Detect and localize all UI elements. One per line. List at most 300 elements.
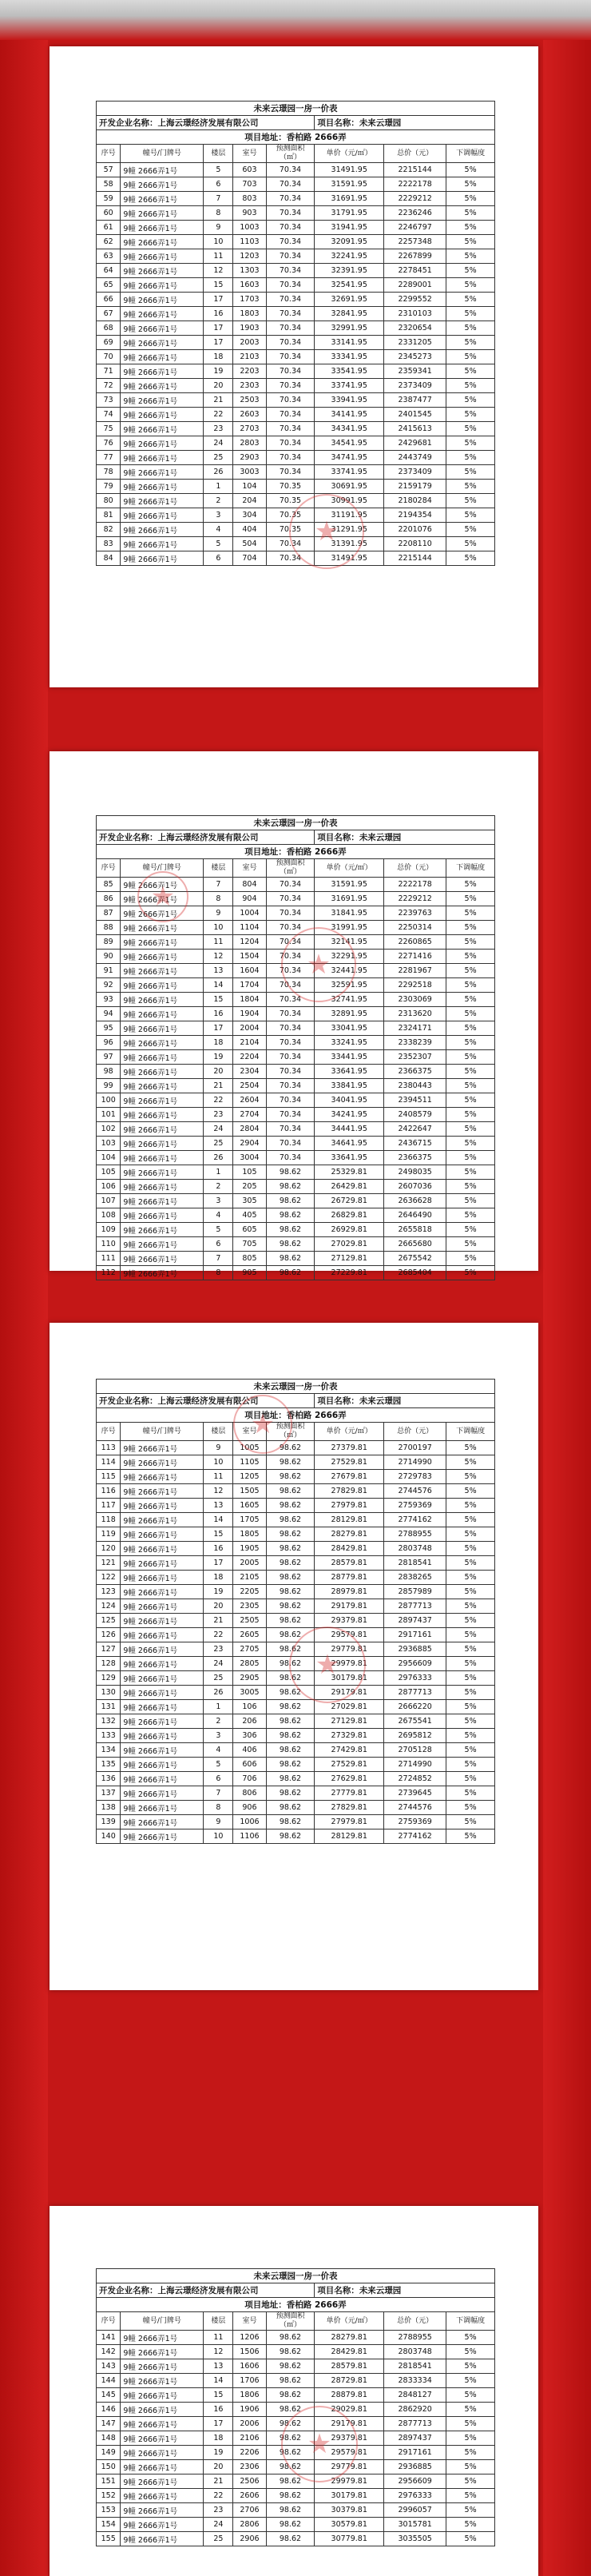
- table-cell: 1004: [233, 906, 266, 921]
- table-cell: 5%: [446, 177, 495, 192]
- table-cell: 27829.81: [315, 1484, 384, 1499]
- table-row: [97, 1671, 495, 1686]
- table-cell: 1103: [233, 235, 266, 249]
- table-cell: 2313620: [384, 1007, 446, 1021]
- column-header: 序号: [97, 1423, 121, 1441]
- table-cell: 2862920: [384, 2403, 446, 2417]
- table-row: [97, 2388, 495, 2403]
- table-cell: 33541.95: [315, 364, 384, 379]
- table-cell: 2505: [233, 1614, 266, 1628]
- table-cell: 58: [97, 177, 121, 192]
- table-cell: 2320654: [384, 321, 446, 336]
- table-cell: 5%: [446, 192, 495, 206]
- table-cell: 5%: [446, 1455, 495, 1470]
- table-cell: 80: [97, 494, 121, 508]
- table-cell: 9幢 2666弄1号: [121, 1093, 204, 1108]
- table-cell: 5%: [446, 1542, 495, 1556]
- price-sheet: [96, 2268, 495, 2546]
- table-cell: 19: [204, 364, 233, 379]
- table-cell: 17: [204, 336, 233, 350]
- table-row: [97, 1700, 495, 1714]
- table-cell: 9幢 2666弄1号: [121, 206, 204, 221]
- table-cell: 29579.81: [315, 1628, 384, 1642]
- table-cell: 806: [233, 1786, 266, 1801]
- table-cell: 9幢 2666弄1号: [121, 2359, 204, 2374]
- table-cell: 70.34: [266, 177, 315, 192]
- table-cell: 9幢 2666弄1号: [121, 1786, 204, 1801]
- table-cell: 67: [97, 307, 121, 321]
- table-cell: 2803748: [384, 1542, 446, 1556]
- table-cell: 26929.81: [315, 1223, 384, 1237]
- address-value: 香柏路 2666弄: [286, 133, 347, 142]
- project-name: 未来云璟园: [359, 118, 402, 128]
- table-cell: 2818541: [384, 1556, 446, 1571]
- table-cell: 126: [97, 1628, 121, 1642]
- table-cell: 98.62: [266, 1165, 315, 1180]
- table-cell: 24: [204, 2518, 233, 2532]
- table-cell: 9幢 2666弄1号: [121, 1021, 204, 1036]
- column-header: 楼层: [204, 2312, 233, 2331]
- table-cell: 1803: [233, 307, 266, 321]
- table-cell: 1806: [233, 2388, 266, 2403]
- table-cell: 9幢 2666弄1号: [121, 1108, 204, 1122]
- table-cell: 114: [97, 1455, 121, 1470]
- table-cell: 2976333: [384, 1671, 446, 1686]
- table-cell: 9幢 2666弄1号: [121, 935, 204, 950]
- table-cell: 2724852: [384, 1772, 446, 1786]
- table-cell: 3: [204, 1194, 233, 1208]
- table-cell: 21: [204, 393, 233, 408]
- table-cell: 101: [97, 1108, 121, 1122]
- table-cell: 32391.95: [315, 264, 384, 278]
- table-cell: 9幢 2666弄1号: [121, 1657, 204, 1671]
- table-cell: 9幢 2666弄1号: [121, 1266, 204, 1280]
- table-cell: 77: [97, 451, 121, 465]
- table-cell: 2236246: [384, 206, 446, 221]
- table-cell: 2848127: [384, 2388, 446, 2403]
- table-row: [97, 465, 495, 480]
- table-cell: 2774162: [384, 1829, 446, 1844]
- table-cell: 2310103: [384, 307, 446, 321]
- table-cell: 2729783: [384, 1470, 446, 1484]
- address-value: 香柏路 2666弄: [286, 2300, 347, 2310]
- table-cell: 99: [97, 1079, 121, 1093]
- table-cell: 2267899: [384, 249, 446, 264]
- table-cell: 27829.81: [315, 1801, 384, 1815]
- table-cell: 28129.81: [315, 1829, 384, 1844]
- table-cell: 12: [204, 2345, 233, 2359]
- table-cell: 98.62: [266, 2431, 315, 2446]
- table-cell: 143: [97, 2359, 121, 2374]
- column-header: 下调幅度: [446, 1423, 495, 1441]
- table-cell: 70.34: [266, 921, 315, 935]
- table-row: [97, 163, 495, 177]
- table-row: [97, 2359, 495, 2374]
- table-cell: 9幢 2666弄1号: [121, 422, 204, 436]
- table-row: [97, 1165, 495, 1180]
- table-cell: 5%: [446, 1108, 495, 1122]
- table-cell: 2201076: [384, 523, 446, 537]
- table-row: [97, 537, 495, 551]
- table-cell: 29979.81: [315, 1657, 384, 1671]
- table-cell: 30179.81: [315, 1671, 384, 1686]
- developer-label: 开发企业名称：: [99, 833, 158, 842]
- table-cell: 33641.95: [315, 1151, 384, 1165]
- table-cell: 2833334: [384, 2374, 446, 2388]
- table-cell: 1003: [233, 221, 266, 235]
- table-cell: 98.62: [266, 2345, 315, 2359]
- table-row: [97, 307, 495, 321]
- table-cell: 59: [97, 192, 121, 206]
- table-row: [97, 1642, 495, 1657]
- table-cell: 104: [233, 480, 266, 494]
- table-cell: 70.34: [266, 264, 315, 278]
- table-cell: 9幢 2666弄1号: [121, 336, 204, 350]
- table-cell: 13: [204, 964, 233, 978]
- table-cell: 31291.95: [315, 523, 384, 537]
- table-cell: 9幢 2666弄1号: [121, 2403, 204, 2417]
- table-cell: 32841.95: [315, 307, 384, 321]
- table-cell: 6: [204, 177, 233, 192]
- table-cell: 142: [97, 2345, 121, 2359]
- sheet-title: 未来云璟园一房一价表: [97, 2269, 495, 2283]
- table-cell: 3005: [233, 1686, 266, 1700]
- table-cell: 70.34: [266, 221, 315, 235]
- table-cell: 2666220: [384, 1700, 446, 1714]
- table-cell: 149: [97, 2446, 121, 2460]
- table-cell: 128: [97, 1657, 121, 1671]
- table-cell: 2222178: [384, 878, 446, 892]
- table-cell: 5%: [446, 393, 495, 408]
- table-cell: 2714990: [384, 1758, 446, 1772]
- table-cell: 5%: [446, 1714, 495, 1729]
- table-cell: 28579.81: [315, 1556, 384, 1571]
- table-cell: 2877713: [384, 1686, 446, 1700]
- table-cell: 9幢 2666弄1号: [121, 1585, 204, 1599]
- table-cell: 2877713: [384, 2417, 446, 2431]
- table-row: [97, 1137, 495, 1151]
- table-cell: 9幢 2666弄1号: [121, 1484, 204, 1499]
- table-cell: 1203: [233, 249, 266, 264]
- table-cell: 19: [204, 1585, 233, 1599]
- table-row: [97, 993, 495, 1007]
- table-cell: 2506: [233, 2474, 266, 2489]
- table-row: [97, 1801, 495, 1815]
- table-row: [97, 978, 495, 993]
- table-cell: 9幢 2666弄1号: [121, 1743, 204, 1758]
- table-cell: 5%: [446, 878, 495, 892]
- table-cell: 2004: [233, 1021, 266, 1036]
- table-cell: 92: [97, 978, 121, 993]
- table-cell: 18: [204, 350, 233, 364]
- table-cell: 5%: [446, 2388, 495, 2403]
- table-cell: 1105: [233, 1455, 266, 1470]
- table-cell: 27329.81: [315, 1729, 384, 1743]
- table-cell: 63: [97, 249, 121, 264]
- table-row: [97, 451, 495, 465]
- table-cell: 2714990: [384, 1455, 446, 1470]
- table-cell: 14: [204, 2374, 233, 2388]
- table-cell: 9幢 2666弄1号: [121, 950, 204, 964]
- table-cell: 2180284: [384, 494, 446, 508]
- table-cell: 105: [97, 1165, 121, 1180]
- table-cell: 2655818: [384, 1223, 446, 1237]
- table-cell: 2205: [233, 1585, 266, 1599]
- price-sheet: [96, 1379, 495, 1844]
- table-row: [97, 206, 495, 221]
- table-cell: 9幢 2666弄1号: [121, 2417, 204, 2431]
- table-cell: 2903: [233, 451, 266, 465]
- table-row: [97, 1151, 495, 1165]
- table-row: [97, 523, 495, 537]
- table-cell: 109: [97, 1223, 121, 1237]
- table-row: [97, 1122, 495, 1137]
- developer-name: 上海云璟经济发展有限公司: [157, 2286, 259, 2295]
- table-cell: 81: [97, 508, 121, 523]
- column-header: 总价（元）: [384, 145, 446, 163]
- address-label: 项目地址：: [244, 847, 287, 857]
- column-header: 幢号/门牌号: [121, 2312, 204, 2331]
- table-cell: 98.62: [266, 1642, 315, 1657]
- developer-name: 上海云璟经济发展有限公司: [157, 118, 259, 128]
- table-cell: 6: [204, 1237, 233, 1252]
- table-cell: 98.62: [266, 2374, 315, 2388]
- column-header: 单价（元/㎡）: [315, 2312, 384, 2331]
- table-cell: 70.34: [266, 436, 315, 451]
- table-cell: 98.62: [266, 1743, 315, 1758]
- table-row: [97, 393, 495, 408]
- table-cell: 2215144: [384, 551, 446, 566]
- table-cell: 9幢 2666弄1号: [121, 1165, 204, 1180]
- table-cell: 9幢 2666弄1号: [121, 1729, 204, 1743]
- table-cell: 27129.81: [315, 1714, 384, 1729]
- project-info: [315, 116, 495, 130]
- table-row: [97, 350, 495, 364]
- column-header: 楼层: [204, 145, 233, 163]
- table-cell: 22: [204, 408, 233, 422]
- table-cell: 98.62: [266, 1484, 315, 1499]
- table-cell: 32991.95: [315, 321, 384, 336]
- table-cell: 205: [233, 1180, 266, 1194]
- table-cell: 9幢 2666弄1号: [121, 2532, 204, 2546]
- table-cell: 5%: [446, 950, 495, 964]
- table-cell: 2788955: [384, 1527, 446, 1542]
- table-cell: 28579.81: [315, 2359, 384, 2374]
- table-cell: 5%: [446, 1700, 495, 1714]
- table-cell: 2260865: [384, 935, 446, 950]
- table-cell: 5%: [446, 480, 495, 494]
- table-cell: 9幢 2666弄1号: [121, 1194, 204, 1208]
- table-cell: 5%: [446, 1093, 495, 1108]
- table-cell: 78: [97, 465, 121, 480]
- table-cell: 34641.95: [315, 1137, 384, 1151]
- table-cell: 98.62: [266, 1714, 315, 1729]
- table-cell: 118: [97, 1513, 121, 1527]
- table-cell: 132: [97, 1714, 121, 1729]
- table-cell: 1006: [233, 1815, 266, 1829]
- table-cell: 29179.81: [315, 1599, 384, 1614]
- table-cell: 9幢 2666弄1号: [121, 235, 204, 249]
- table-cell: 98.62: [266, 1815, 315, 1829]
- project-name: 未来云璟园: [359, 833, 402, 842]
- table-cell: 2897437: [384, 2431, 446, 2446]
- table-cell: 5%: [446, 1050, 495, 1065]
- table-cell: 9: [204, 906, 233, 921]
- table-cell: 14: [204, 978, 233, 993]
- table-cell: 70.34: [266, 964, 315, 978]
- table-cell: 606: [233, 1758, 266, 1772]
- table-cell: 2006: [233, 2417, 266, 2431]
- table-cell: 107: [97, 1194, 121, 1208]
- table-cell: 7: [204, 192, 233, 206]
- table-cell: 5%: [446, 1729, 495, 1743]
- table-cell: 19: [204, 2446, 233, 2460]
- table-cell: 2: [204, 494, 233, 508]
- table-cell: 5: [204, 163, 233, 177]
- table-row: [97, 921, 495, 935]
- table-cell: 7: [204, 1252, 233, 1266]
- table-row: [97, 1021, 495, 1036]
- table-row: [97, 1815, 495, 1829]
- table-cell: 32091.95: [315, 235, 384, 249]
- table-cell: 5%: [446, 2474, 495, 2489]
- table-cell: 5: [204, 1758, 233, 1772]
- table-cell: 98.62: [266, 1499, 315, 1513]
- table-cell: 130: [97, 1686, 121, 1700]
- table-cell: 115: [97, 1470, 121, 1484]
- table-cell: 124: [97, 1599, 121, 1614]
- table-cell: 17: [204, 293, 233, 307]
- table-cell: 906: [233, 1801, 266, 1815]
- table-cell: 70.34: [266, 1050, 315, 1065]
- table-cell: 98.62: [266, 1657, 315, 1671]
- table-cell: 33841.95: [315, 1079, 384, 1093]
- table-cell: 17: [204, 2417, 233, 2431]
- table-cell: 1506: [233, 2345, 266, 2359]
- table-cell: 5%: [446, 1657, 495, 1671]
- table-cell: 70.34: [266, 451, 315, 465]
- table-cell: 27979.81: [315, 1815, 384, 1829]
- project-label: 项目名称：: [317, 1396, 359, 1406]
- table-row: [97, 2532, 495, 2546]
- table-cell: 5%: [446, 278, 495, 293]
- table-cell: 5%: [446, 1484, 495, 1499]
- table-cell: 34441.95: [315, 1122, 384, 1137]
- table-cell: 2345273: [384, 350, 446, 364]
- table-row: [97, 321, 495, 336]
- table-cell: 2352307: [384, 1050, 446, 1065]
- table-cell: 2806: [233, 2518, 266, 2532]
- table-row: [97, 249, 495, 264]
- table-cell: 9幢 2666弄1号: [121, 278, 204, 293]
- table-row: [97, 221, 495, 235]
- table-cell: 5%: [446, 1266, 495, 1280]
- table-cell: 3015781: [384, 2518, 446, 2532]
- table-cell: 34241.95: [315, 1108, 384, 1122]
- table-row: [97, 1499, 495, 1513]
- table-cell: 121: [97, 1556, 121, 1571]
- table-cell: 27529.81: [315, 1758, 384, 1772]
- table-cell: 104: [97, 1151, 121, 1165]
- table-cell: 5%: [446, 1829, 495, 1844]
- table-cell: 5%: [446, 2460, 495, 2474]
- table-cell: 2422647: [384, 1122, 446, 1137]
- table-cell: 9幢 2666弄1号: [121, 1671, 204, 1686]
- table-cell: 5%: [446, 1165, 495, 1180]
- table-cell: 9幢 2666弄1号: [121, 1513, 204, 1527]
- table-cell: 70.34: [266, 393, 315, 408]
- table-cell: 151: [97, 2474, 121, 2489]
- table-cell: 9: [204, 1815, 233, 1829]
- table-cell: 5%: [446, 1743, 495, 1758]
- table-cell: 9幢 2666弄1号: [121, 264, 204, 278]
- table-cell: 9幢 2666弄1号: [121, 221, 204, 235]
- table-cell: 98.62: [266, 1729, 315, 1743]
- table-cell: 26429.81: [315, 1180, 384, 1194]
- table-cell: 70.34: [266, 950, 315, 964]
- table-cell: 2229212: [384, 892, 446, 906]
- table-cell: 25: [204, 2532, 233, 2546]
- table-row: [97, 508, 495, 523]
- table-cell: 5%: [446, 1122, 495, 1137]
- table-cell: 120: [97, 1542, 121, 1556]
- table-cell: 3035505: [384, 2532, 446, 2546]
- table-cell: 603: [233, 163, 266, 177]
- table-cell: 905: [233, 1266, 266, 1280]
- price-table: [96, 1379, 495, 1844]
- table-cell: 32141.95: [315, 935, 384, 950]
- table-cell: 70.34: [266, 206, 315, 221]
- column-header: 下调幅度: [446, 859, 495, 878]
- table-cell: 5%: [446, 1786, 495, 1801]
- table-row: [97, 364, 495, 379]
- table-cell: 110: [97, 1237, 121, 1252]
- table-cell: 32541.95: [315, 278, 384, 293]
- table-cell: 1704: [233, 978, 266, 993]
- table-cell: 9幢 2666弄1号: [121, 192, 204, 206]
- table-cell: 98.62: [266, 2489, 315, 2503]
- table-cell: 70.34: [266, 1021, 315, 1036]
- table-cell: 106: [97, 1180, 121, 1194]
- table-cell: 2203: [233, 364, 266, 379]
- table-cell: 2292518: [384, 978, 446, 993]
- table-cell: 32691.95: [315, 293, 384, 307]
- table-cell: 5%: [446, 494, 495, 508]
- price-table: [96, 101, 495, 566]
- table-cell: 138: [97, 1801, 121, 1815]
- developer-info: [97, 2283, 315, 2298]
- table-cell: 2705128: [384, 1743, 446, 1758]
- document-page-4: [50, 2206, 538, 2576]
- table-cell: 70.35: [266, 480, 315, 494]
- table-cell: 150: [97, 2460, 121, 2474]
- table-cell: 2250314: [384, 921, 446, 935]
- table-cell: 5%: [446, 321, 495, 336]
- table-cell: 5%: [446, 921, 495, 935]
- table-cell: 9幢 2666弄1号: [121, 1470, 204, 1484]
- table-cell: 26: [204, 465, 233, 480]
- table-cell: 86: [97, 892, 121, 906]
- table-cell: 9幢 2666弄1号: [121, 2374, 204, 2388]
- table-cell: 2917161: [384, 2446, 446, 2460]
- table-row: [97, 892, 495, 906]
- table-row: [97, 1729, 495, 1743]
- table-cell: 13: [204, 1499, 233, 1513]
- table-cell: 2675541: [384, 1714, 446, 1729]
- table-cell: 98.62: [266, 2503, 315, 2518]
- table-row: [97, 964, 495, 978]
- table-cell: 5%: [446, 1021, 495, 1036]
